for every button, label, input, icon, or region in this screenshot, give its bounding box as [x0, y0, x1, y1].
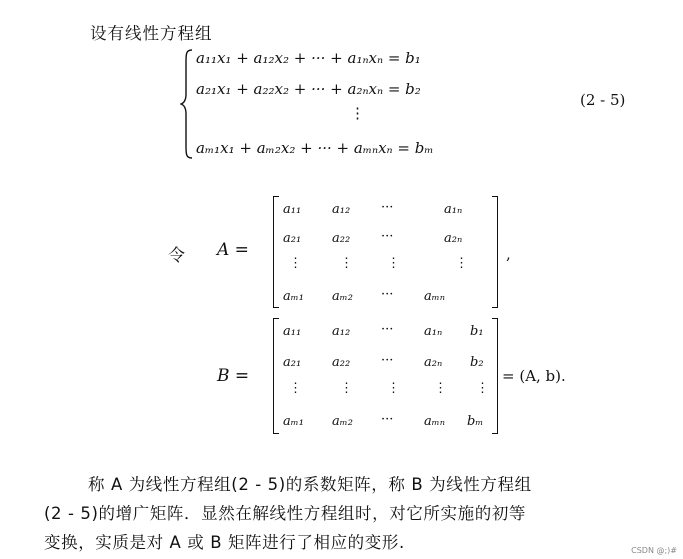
matrix-a-cell: ⋮ [387, 256, 400, 271]
matrix-a-left-bracket [273, 196, 279, 308]
matrix-a-cell: a₂ₙ [444, 231, 463, 246]
matrix-b-cell: ⋮ [340, 381, 353, 396]
matrix-b-cell: aₘ₁ [283, 414, 304, 429]
equation-line: a₁₁x₁ + a₁₂x₂ + ··· + a₁ₙxₙ = b₁ [196, 49, 421, 67]
matrix-b-cell: ⋮ [434, 381, 447, 396]
matrix-a-cell: a₂₂ [332, 231, 351, 246]
matrix-b-cell: a₂₁ [283, 355, 302, 370]
matrix-a-label: A = [217, 240, 249, 260]
equation-vdots: ⋮ [350, 104, 365, 122]
paragraph-line: 称 A 为线性方程组(2 - 5)的系数矩阵，称 B 为线性方程组 [88, 475, 532, 494]
left-brace-icon [180, 48, 194, 160]
matrix-a-cell: a₁₂ [332, 202, 351, 217]
matrix-b-cell: bₘ [467, 414, 484, 429]
equation-line: a₂₁x₁ + a₂₂x₂ + ··· + a₂ₙxₙ = b₂ [196, 80, 421, 98]
paragraph-line: 变换，实质是对 A 或 B 矩阵进行了相应的变形. [44, 533, 405, 552]
matrix-b-cell: ··· [381, 322, 394, 337]
matrix-a-cell: ⋮ [455, 256, 468, 271]
matrix-a-cell: a₂₁ [283, 231, 302, 246]
matrix-b-cell: b₁ [470, 324, 484, 339]
matrix-a-cell: ⋮ [340, 256, 353, 271]
matrix-a-cell: aₘₙ [424, 289, 445, 304]
matrix-a-suffix: , [506, 245, 511, 263]
matrix-b-cell: b₂ [470, 355, 484, 370]
matrix-a-cell: aₘ₂ [332, 289, 353, 304]
matrix-b-cell: a₁ₙ [424, 324, 443, 339]
matrix-a-cell: ⋮ [289, 256, 302, 271]
matrix-b-suffix: = (A, b). [502, 367, 566, 385]
watermark: CSDN @;)# [631, 546, 677, 555]
matrix-a-cell: a₁ₙ [444, 202, 463, 217]
matrix-b-cell: ⋮ [476, 381, 489, 396]
intro-text: 设有线性方程组 [90, 24, 213, 43]
matrix-b-cell: ⋮ [387, 381, 400, 396]
matrix-a-cell: ··· [381, 287, 394, 302]
matrix-b-cell: a₁₁ [283, 324, 302, 339]
matrix-b-cell: ··· [381, 412, 394, 427]
let-word: 令 [168, 246, 185, 266]
matrix-b-cell: a₂₂ [332, 355, 351, 370]
matrix-b-cell: a₂ₙ [424, 355, 443, 370]
matrix-b-right-bracket [492, 318, 498, 434]
matrix-a-cell: ··· [381, 200, 394, 215]
matrix-b-label: B = [217, 366, 250, 386]
matrix-b-cell: a₁₂ [332, 324, 351, 339]
matrix-b-cell: ··· [381, 353, 394, 368]
equation-line: aₘ₁x₁ + aₘ₂x₂ + ··· + aₘₙxₙ = bₘ [196, 139, 434, 157]
matrix-b-cell: aₘ₂ [332, 414, 353, 429]
matrix-b-cell: ⋮ [289, 381, 302, 396]
matrix-a-right-bracket [492, 196, 498, 308]
matrix-a-cell: aₘ₁ [283, 289, 304, 304]
matrix-b-cell: aₘₙ [424, 414, 445, 429]
equation-number: (2 - 5) [580, 91, 626, 109]
matrix-a-cell: a₁₁ [283, 202, 302, 217]
matrix-b-left-bracket [273, 318, 279, 434]
matrix-a-cell: ··· [381, 229, 394, 244]
paragraph-line: (2 - 5)的增广矩阵．显然在解线性方程组时，对它所实施的初等 [44, 504, 527, 523]
